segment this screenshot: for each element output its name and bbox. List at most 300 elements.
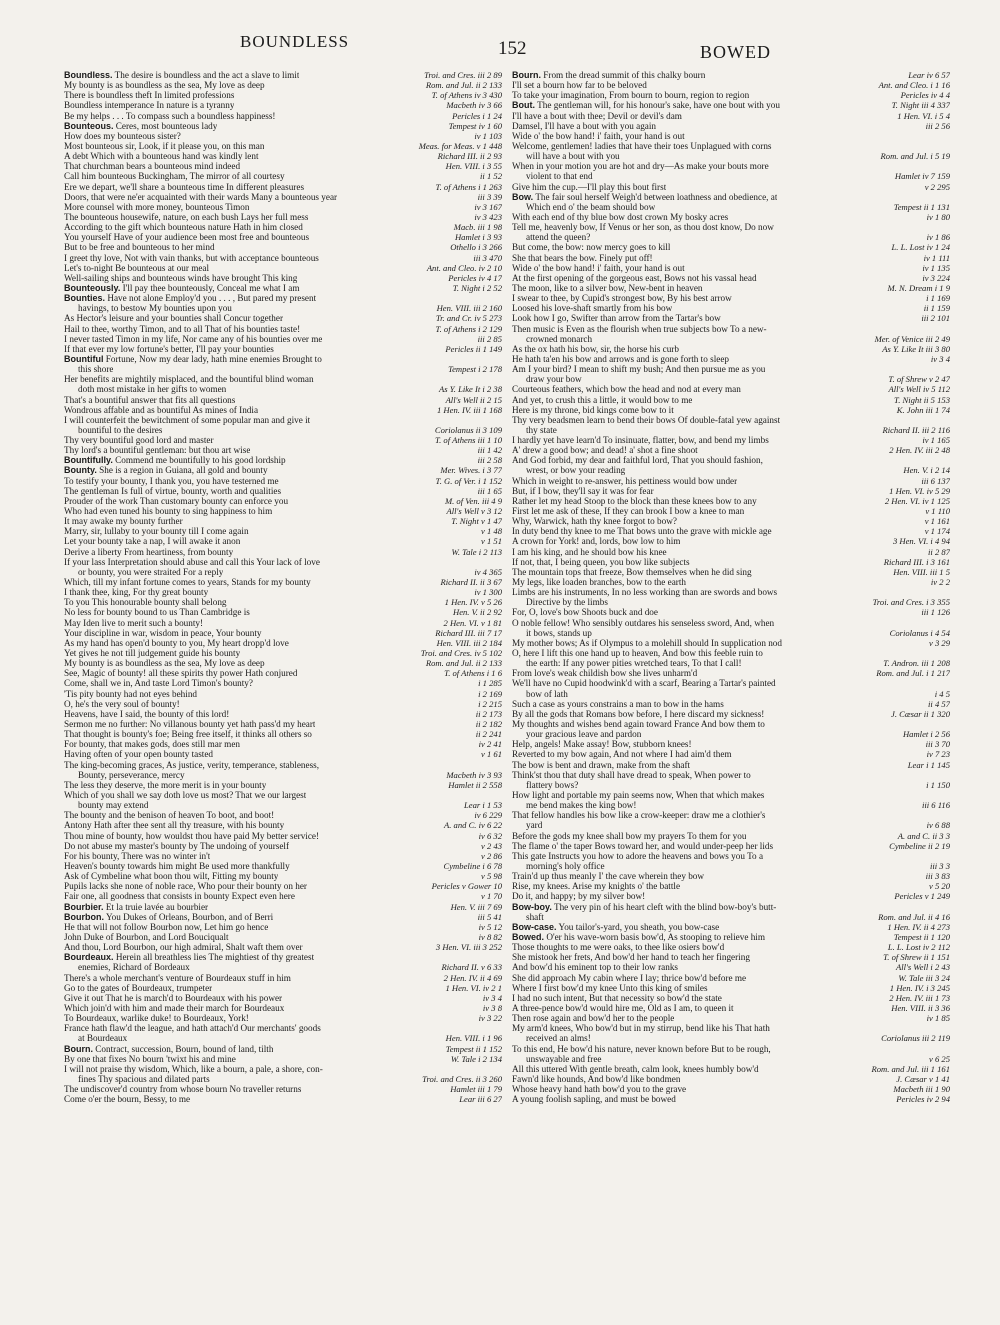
citation: Hen. V. ii 2 92 — [452, 607, 502, 618]
citation: Pericles iv 4 17 — [448, 272, 502, 283]
citation: iii 3 39 — [477, 191, 502, 202]
entry-line — [64, 324, 502, 334]
headword: Bourn. — [64, 1043, 93, 1054]
entry-line — [512, 962, 950, 972]
citation: Rom. and Jul. ii 4 16 — [878, 911, 950, 922]
quotation-text — [512, 1054, 602, 1064]
quote: bow of lath — [526, 688, 568, 699]
headword: Bow-boy. — [512, 901, 552, 912]
citation: Pericles iv 4 4 — [900, 90, 950, 101]
citation: J. Cæsar ii 1 320 — [891, 708, 950, 719]
quotation-text — [64, 293, 316, 303]
quote: For, O, love's bow Shoots buck and doe — [512, 607, 658, 618]
quote: Sermon me no further: No villanous bounty yet hath pass'd my heart — [64, 719, 316, 729]
citation: Ant. and Cleo. i 1 16 — [878, 80, 950, 91]
quote: Which in weight to re-answer, his pettiness would bow under — [512, 475, 738, 486]
entry-line — [64, 749, 502, 759]
citation: Lear iv 6 57 — [908, 70, 950, 80]
quote: And bow'd his eminent top to their low ranks — [512, 962, 678, 973]
quotation-text — [512, 283, 703, 293]
quote: The bounty and the benison of heaven To boot, and boot! — [64, 810, 275, 821]
quotation-text — [64, 182, 304, 192]
citation: v 1 51 — [480, 536, 502, 547]
citation: Meas. for Meas. v 1 448 — [418, 140, 502, 151]
right-column — [512, 70, 950, 1310]
entry-line — [512, 334, 950, 344]
quotation-text — [512, 719, 765, 729]
entry-line — [64, 263, 502, 273]
quotation-text — [512, 902, 776, 912]
entry-line — [512, 861, 950, 871]
quotation-text — [512, 1023, 770, 1033]
citation: iv 5 12 — [478, 921, 502, 932]
entry-line — [64, 547, 502, 557]
quote: She mistook her frets, And bow'd her hand to teach her fingering — [512, 952, 750, 963]
citation: Hamlet i 3 93 — [454, 232, 502, 243]
citation: Rom. and Jul. iii 1 161 — [871, 1063, 950, 1074]
entry-line — [64, 313, 502, 323]
entry-line — [512, 313, 950, 323]
citation: iii 1 42 — [477, 445, 502, 456]
citation: All's Well ii 2 15 — [445, 394, 502, 405]
entry-line — [512, 800, 950, 810]
left-guide-word: BOUNDLESS — [240, 32, 350, 51]
quote: As my hand has open'd bounty to you, My heart dropp'd love — [64, 637, 289, 648]
quotation-text — [64, 993, 282, 1003]
quotation-text — [512, 912, 544, 922]
quote: Directive by the limbs — [526, 597, 608, 608]
entry-line — [512, 111, 950, 121]
entry-line — [512, 506, 950, 516]
quote: The bounteous housewife, nature, on each bush Lays her full mess — [64, 211, 309, 222]
quotation-text — [64, 689, 197, 699]
citation: iv 2 41 — [478, 739, 502, 750]
entry-line — [512, 1033, 950, 1043]
quote: There is boundless theft In limited professions — [64, 90, 235, 101]
quote: Prouder of the work Than customary bounty can enforce you — [64, 495, 289, 506]
quote: Rise, my knees. Arise my knights o' the battle — [512, 881, 681, 892]
quotation-text — [512, 942, 724, 952]
quote: In duty bend thy knee to me That bows unto the grave with mickle age — [512, 526, 772, 537]
entry-line — [64, 770, 502, 780]
citation: Hen. V. i 2 14 — [903, 465, 950, 476]
citation: W. Tale i 2 113 — [451, 546, 502, 557]
quotation-text — [64, 749, 213, 759]
quotation-text — [64, 628, 262, 638]
entry-line — [64, 486, 502, 496]
citation: 1 Hen. VI. iv 5 29 — [889, 485, 950, 496]
quotation-text — [64, 760, 319, 770]
entry-line — [512, 364, 950, 374]
entry-line — [512, 1054, 950, 1064]
quote: it bows, stands up — [526, 627, 592, 638]
citation: 1 Hen. IV. i 3 245 — [889, 982, 950, 993]
quotation-text — [64, 1054, 236, 1064]
quote: Rather let my head Stoop to the block than these knees bow to any — [512, 495, 757, 506]
quotation-text — [64, 942, 303, 952]
entry-line — [512, 689, 950, 699]
quote: Having often of your open bounty tasted — [64, 749, 214, 760]
citation: Hen. VIII. ii 3 36 — [891, 1002, 950, 1013]
entry-line — [64, 415, 502, 425]
quote: For his bounty, There was no winter in't — [64, 850, 211, 861]
quotation-text — [512, 780, 578, 790]
quote: Courteous feathers, which bow the head and nod at every man — [512, 384, 741, 395]
quote: Train'd up thus meanly I' the cave wherein they bow — [512, 871, 705, 882]
quote: Ask of Cymbeline what boon thou wilt, Fitting my bounty — [64, 871, 279, 882]
citation: T. of Athens iv 3 430 — [431, 90, 502, 101]
entry-line — [64, 851, 502, 861]
quotation-text — [64, 303, 232, 313]
citation: iii 1 65 — [477, 485, 502, 496]
quotation-text — [64, 618, 203, 628]
quotation-text — [64, 161, 240, 171]
entry-line — [64, 293, 502, 303]
entry-line — [64, 760, 502, 770]
headword: Bout. — [512, 100, 535, 111]
quotation-text — [512, 273, 757, 283]
entry-line — [512, 658, 950, 668]
headword: Bowed. — [512, 931, 545, 942]
entry-line — [512, 628, 950, 638]
quotation-text — [64, 962, 190, 972]
entry-line — [64, 699, 502, 709]
quotation-text — [64, 465, 268, 475]
quotation-text — [64, 739, 240, 749]
quote: And God forbid, my dear and faithful lord, That you should fashion, — [512, 455, 763, 466]
entry-line — [512, 192, 950, 202]
quotation-text — [64, 780, 266, 790]
quotation-text — [512, 516, 677, 526]
citation: W. Tale iii 3 24 — [898, 972, 950, 983]
quote: The bow is bent and drawn, make from the shaft — [512, 759, 691, 770]
quotation-text — [512, 851, 763, 861]
citation: Macb. iii 1 98 — [453, 222, 502, 233]
entry-line — [512, 445, 950, 455]
quote: The less they deserve, the more merit is in your bounty — [64, 779, 267, 790]
entry-line — [512, 100, 950, 110]
quote: I am his king, and he should bow his knee — [512, 546, 667, 557]
entry-line — [64, 405, 502, 415]
quotation-text — [64, 435, 214, 445]
quotation-text — [64, 770, 185, 780]
citation: T. of Shrew ii 1 151 — [883, 952, 950, 963]
quotation-text — [512, 151, 620, 161]
quotation-text — [512, 354, 729, 364]
entry-line — [64, 932, 502, 942]
quotation-text — [64, 891, 295, 901]
quote: And thou, Lord Bourbon, our high admiral, Shalt waft them over — [64, 942, 303, 953]
quotation-text — [64, 1064, 323, 1074]
entry-line — [512, 232, 950, 242]
entry-line — [512, 790, 950, 800]
quote: Where I first bow'd my knee Unto this king of smiles — [512, 982, 708, 993]
quotation-text — [512, 699, 724, 709]
citation: v 2 86 — [480, 850, 502, 861]
citation: 1 Hen. IV. ii 4 273 — [887, 921, 950, 932]
entry-line — [512, 536, 950, 546]
quote: Your discipline in war, wisdom in peace, Your bounty — [64, 627, 262, 638]
quote: bounty may extend — [78, 800, 149, 811]
citation: v 1 48 — [480, 526, 502, 537]
entry-line — [64, 445, 502, 455]
quote: Give it out That he is march'd to Bourdeaux with his power — [64, 992, 283, 1003]
quote: How light and portable my pain seems now, When that which makes — [512, 789, 765, 800]
quotation-text — [512, 111, 682, 121]
citation: iv 1 300 — [474, 587, 502, 598]
quote: will have a bout with you — [526, 151, 620, 162]
quote: Who had even tuned his bounty to sing happiness to him — [64, 506, 273, 517]
citation: Cymbeline ii 2 19 — [889, 840, 950, 851]
quotation-text — [64, 678, 253, 688]
citation: v 1 61 — [480, 749, 502, 760]
quote: And yet, to crush this a little, it would bow to me — [512, 394, 693, 405]
quotation-text — [64, 263, 209, 273]
quotation-text — [64, 831, 319, 841]
quotation-text — [64, 283, 300, 293]
citation: Macbeth iii 1 90 — [893, 1084, 950, 1095]
quote: Antony Hath after thee sent all thy treasure, with his bounty — [64, 820, 285, 831]
quote: Which join'd with him and made their march for Bourdeaux — [64, 1002, 285, 1013]
quote: fines Thy spacious and dilated parts — [78, 1073, 210, 1084]
citation: Hamlet iii 1 79 — [450, 1084, 502, 1095]
entry-line — [512, 749, 950, 759]
entry-line — [64, 557, 502, 567]
quote: The fair soul herself Weigh'd between loathness and obedience, at — [535, 191, 778, 202]
quote: That fellow handles his bow like a crow-keeper: draw me a clothier's — [512, 810, 766, 821]
citation: Cymbeline i 6 78 — [443, 860, 502, 871]
quote: Be my helps . . . To compass such a boundless happiness! — [64, 110, 276, 121]
quotation-text — [64, 577, 311, 587]
quotation-text — [512, 689, 568, 699]
quote: To testify your bounty, I thank you, you have testerned me — [64, 475, 279, 486]
entry-line — [64, 476, 502, 486]
entry-line — [64, 141, 502, 151]
quotation-text — [64, 80, 265, 90]
citation: ii 2 241 — [475, 729, 502, 740]
quote: I'll have a bout with thee; Devil or devil's dam — [512, 110, 682, 121]
entry-line — [512, 182, 950, 192]
quote: Welcome, gentlemen! ladies that have their toes Unplagued with corns — [512, 140, 772, 151]
citation: 1 Hen. VI. iv 2 1 — [445, 982, 502, 993]
quote: The gentleman will, for his honour's sake, have one bout with you — [537, 100, 780, 111]
quote: havings, to bestow My bounties upon you — [78, 303, 232, 314]
entry-line — [64, 577, 502, 587]
quotation-text — [64, 70, 299, 80]
entry-line — [64, 354, 502, 364]
quotation-text — [512, 70, 705, 80]
citation: Mer. of Venice iii 2 49 — [874, 333, 950, 344]
entry-line — [512, 354, 950, 364]
citation: Troi. and Cres. i 3 355 — [872, 597, 950, 608]
quote: Thy very beadsmen learn to bend their bows Of double-fatal yew against — [512, 414, 781, 425]
quote: crowned monarch — [526, 333, 593, 344]
quotation-text — [512, 536, 680, 546]
quotation-text — [64, 334, 322, 344]
quotation-text — [512, 993, 722, 1003]
citation: Ant. and Cleo. iv 2 10 — [426, 262, 502, 273]
quote: Reverted to my bow again, And not where I had aim'd them — [512, 749, 732, 760]
quote: He that will not follow Bourbon now, Let him go hence — [64, 921, 269, 932]
entry-line — [64, 719, 502, 729]
citation: 1 Hen. IV. v 5 26 — [444, 597, 502, 608]
quotation-text — [64, 354, 322, 364]
entry-line — [64, 496, 502, 506]
citation: iv 2 2 — [930, 577, 950, 588]
citation: M. of Ven. iii 4 9 — [444, 495, 502, 506]
quotation-text — [512, 547, 667, 557]
entry-line — [512, 283, 950, 293]
entry-line — [512, 1064, 950, 1074]
quote: To take your imagination, From bourn to bourn, region to region — [512, 90, 750, 101]
citation: Richard II. iii 2 116 — [882, 424, 950, 435]
citation: 2 Hen. IV. ii 4 69 — [443, 972, 502, 983]
quotation-text — [64, 405, 258, 415]
quote: Before the gods my knee shall bow my prayers To them for you — [512, 830, 747, 841]
entry-line — [512, 405, 950, 415]
entry-line — [512, 425, 950, 435]
entry-line — [64, 739, 502, 749]
quotation-text — [512, 861, 605, 871]
quote: I had no such intent, But that necessity so bow'd the state — [512, 992, 722, 1003]
citation: i 1 150 — [926, 779, 950, 790]
quote: Here is my throne, bid kings come bow to it — [512, 404, 674, 415]
citation: Hamlet i 2 56 — [902, 729, 950, 740]
quote: We'll have no Cupid hoodwink'd with a scarf, Bearing a Tartar's painted — [512, 678, 776, 689]
citation: iv 1 135 — [922, 262, 950, 273]
quotation-text — [64, 668, 297, 678]
entry-line — [64, 222, 502, 232]
quotation-text — [512, 121, 656, 131]
entry-line — [64, 810, 502, 820]
citation: 3 Hen. VI. i 4 94 — [892, 536, 950, 547]
quotation-text — [64, 638, 289, 648]
quote: My bounty is as boundless as the sea, My love as deep — [64, 80, 265, 91]
quotation-text — [512, 973, 746, 983]
entry-line — [512, 1013, 950, 1023]
quote: Why, Warwick, hath thy knee forgot to bow? — [512, 516, 677, 527]
entry-line — [512, 607, 950, 617]
citation: v 2 43 — [480, 840, 502, 851]
citation: As Y. Like It i 2 38 — [439, 384, 502, 395]
quote: The flame o' the taper Bows toward her, and would under-peep her lids — [512, 840, 774, 851]
citation: iv 3 167 — [474, 201, 502, 212]
quote: If not, that, I being queen, you bow like subjects — [512, 556, 690, 567]
citation: All's Well iv 5 112 — [888, 384, 950, 395]
entry-line — [64, 1023, 502, 1033]
quote: If your lass Interpretation should abuse and call this Your lack of love — [64, 556, 320, 567]
citation: Tempest ii 1 120 — [893, 931, 950, 942]
quotation-text — [64, 658, 265, 668]
entry-line — [512, 1044, 950, 1054]
quote: Come, shall we in, And taste Lord Timon's bounty? — [64, 678, 253, 689]
quote: But, if I bow, they'll say it was for fear — [512, 485, 654, 496]
quotation-text — [64, 557, 320, 567]
quote: To you This honourable bounty shall belong — [64, 597, 227, 608]
quotation-text — [512, 435, 769, 445]
quote: Pupils lacks she none of noble race, Who pour their bounty on her — [64, 881, 307, 892]
quote: France hath flaw'd the league, and hath attach'd Our merchants' goods — [64, 1023, 321, 1034]
quotation-text — [64, 232, 309, 242]
citation: iii 3 3 — [929, 860, 950, 871]
citation: All's Well i 2 43 — [895, 962, 950, 973]
quotation-text — [512, 364, 765, 374]
quotation-text — [512, 618, 774, 628]
entry-line — [512, 212, 950, 222]
entry-line — [64, 983, 502, 993]
entry-line — [64, 202, 502, 212]
quotation-text — [512, 881, 680, 891]
quote: received an alms! — [526, 1033, 591, 1044]
citation: i 2 215 — [478, 698, 502, 709]
citation: Hen. VIII. i 1 96 — [445, 1033, 502, 1044]
entry-line — [64, 384, 502, 394]
quotation-text — [512, 820, 542, 830]
entry-line — [64, 171, 502, 181]
quote: Give him the cup.—I'll play this bout first — [512, 181, 667, 192]
quotation-text — [64, 151, 259, 161]
citation: v 5 20 — [928, 881, 950, 892]
citation: All's Well v 3 12 — [446, 506, 502, 517]
quotation-text — [512, 496, 757, 506]
citation: ii 2 87 — [928, 546, 950, 557]
entry-line — [64, 780, 502, 790]
citation: Coriolanus iii 2 119 — [881, 1033, 950, 1044]
quote: Ere we depart, we'll share a bounteous time In different pleasures — [64, 181, 305, 192]
entry-line — [512, 902, 950, 912]
quote: Let your bounty take a nap, I will awake it anon — [64, 536, 241, 547]
headword: Bounteously. — [64, 282, 121, 293]
entry-line — [64, 1033, 502, 1043]
entry-line — [64, 242, 502, 252]
quotation-text — [64, 841, 289, 851]
entry-line — [64, 455, 502, 465]
quotation-text — [512, 182, 666, 192]
quotation-text — [512, 1074, 680, 1084]
quotation-text — [512, 668, 697, 678]
entry-line — [512, 557, 950, 567]
citation: i 2 169 — [478, 688, 502, 699]
quote: This gate Instructs you how to adore the heavens and bows you To a — [512, 850, 764, 861]
entry-line — [512, 121, 950, 131]
quote: Et la truie lavée au bourbier — [105, 901, 209, 912]
quote: Then music is Even as the flourish when true subjects bow To a new- — [512, 323, 767, 334]
entry-line — [64, 1084, 502, 1094]
entry-line — [512, 841, 950, 851]
quote: Limbs are his instruments, In no less working than are swords and bows — [512, 587, 778, 598]
quotation-text — [512, 90, 749, 100]
entry-line — [64, 1064, 502, 1074]
citation: Hen. VIII. iii 2 160 — [436, 303, 502, 314]
quotation-text — [64, 607, 250, 617]
entry-line — [64, 841, 502, 851]
entry-line — [512, 202, 950, 212]
entry-line — [64, 658, 502, 668]
quote: You Dukes of Orleans, Bourbon, and of Berri — [105, 911, 274, 922]
entry-line — [512, 1003, 950, 1013]
entry-line — [512, 912, 950, 922]
entry-line — [512, 222, 950, 232]
quotation-text — [64, 100, 234, 110]
quotation-text — [512, 1013, 674, 1023]
quotation-text — [512, 638, 782, 648]
quotation-text — [512, 1044, 771, 1054]
quote: doth most mistake in her gifts to women — [78, 384, 227, 395]
entry-line — [64, 709, 502, 719]
quote: With each end of thy blue bow dost crown My bosky acres — [512, 211, 729, 222]
entry-line — [64, 1044, 502, 1054]
citation: T. of Athens iii 1 10 — [434, 435, 502, 446]
